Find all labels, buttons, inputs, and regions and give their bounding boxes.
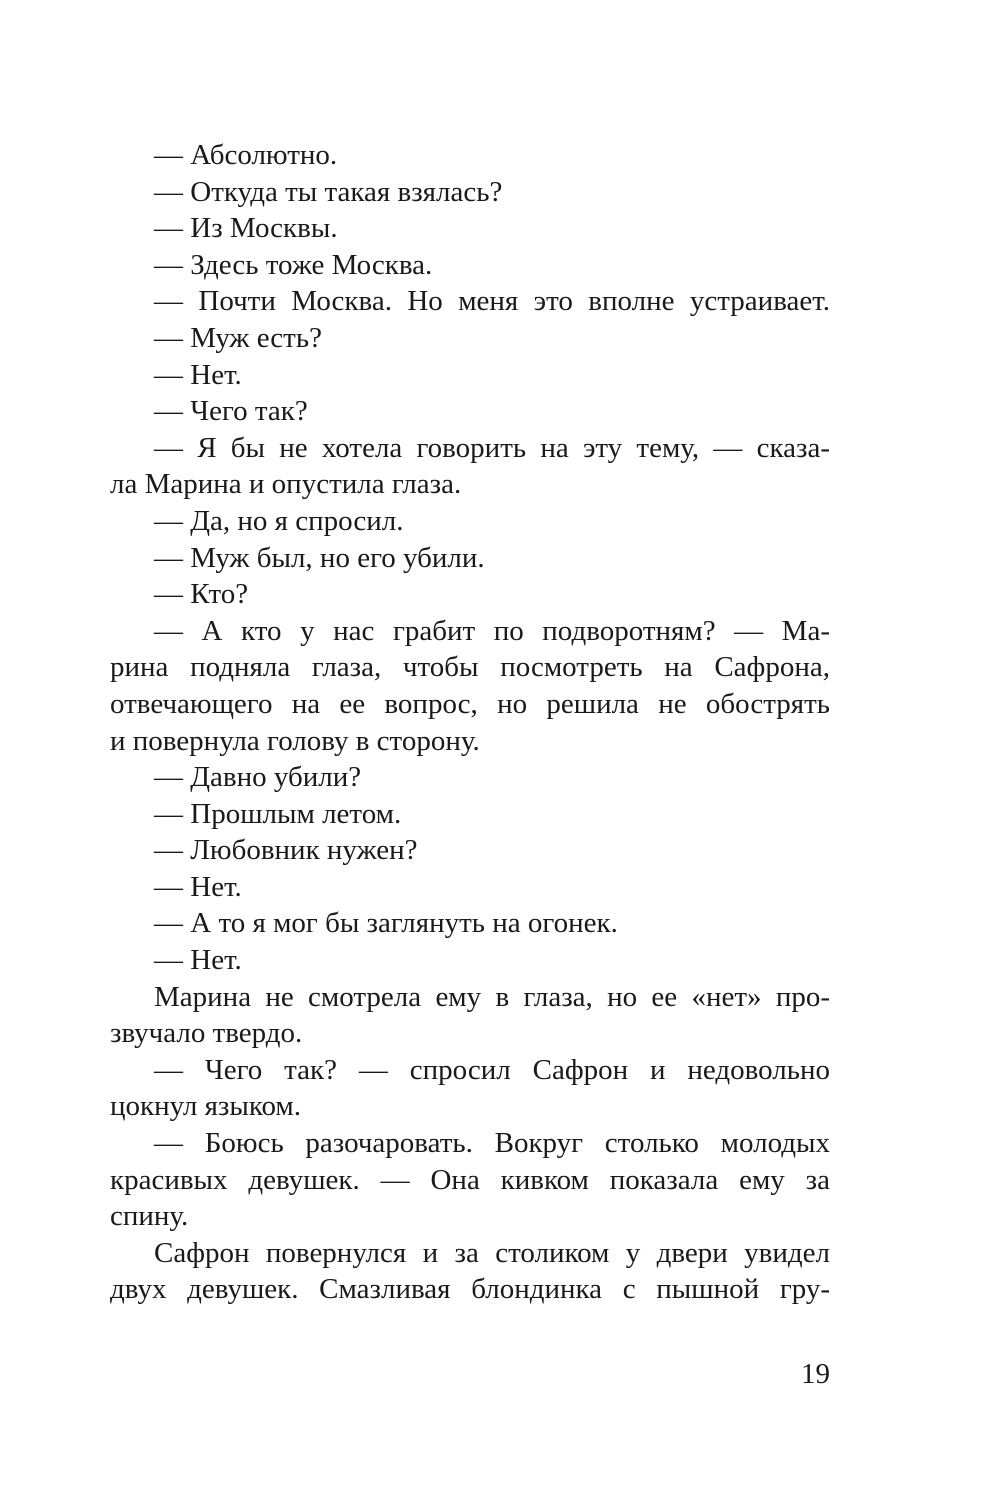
text-line: — Чего так? — спросил Сафрон и недовольно xyxy=(154,1053,830,1086)
text-line: цокнул языком. xyxy=(110,1090,302,1123)
text-line: — Нет. xyxy=(154,870,242,903)
text-line: — Муж был, но его убили. xyxy=(154,541,485,574)
text-line: — Здесь тоже Москва. xyxy=(154,248,433,281)
text-line: — Боюсь разочаровать. Вокруг столько молодых xyxy=(154,1127,830,1160)
text-line: — Почти Москва. Но меня это вполне устраивает. xyxy=(154,285,830,318)
text-line: — Нет. xyxy=(154,944,242,977)
text-line: — Любовник нужен? xyxy=(154,834,418,867)
text-line: — Из Москвы. xyxy=(154,212,338,245)
text-line: — Чего так? xyxy=(154,395,308,428)
text-line: красивых девушек. — Она кивком показала ему за xyxy=(110,1163,830,1196)
page-number: 19 xyxy=(801,1358,830,1390)
text-line: — Откуда ты такая взялась? xyxy=(154,175,503,208)
text-line: — Абсолютно. xyxy=(154,139,338,171)
text-line: — Муж есть? xyxy=(154,321,322,354)
text-line: — А кто у нас грабит по подворотням? — Ма- xyxy=(154,614,830,647)
text-line: Сафрон повернулся и за столиком у двери увидел xyxy=(154,1236,830,1269)
text-line: отвечающего на ее вопрос, но решила не обострять xyxy=(110,687,830,720)
text-line: ла Марина и опустила глаза. xyxy=(110,468,462,501)
page-text xyxy=(110,137,830,1308)
text-line: — Кто? xyxy=(154,578,249,611)
text-line: Марина не смотрела ему в глаза, но ее «нет» про- xyxy=(154,980,830,1013)
text-line: — Давно убили? xyxy=(154,761,362,794)
text-line: и повернула голову в сторону. xyxy=(110,724,480,757)
text-line: рина подняла глаза, чтобы посмотреть на Сафрона, xyxy=(110,651,830,684)
text-line: — Нет. xyxy=(154,358,242,391)
text-line: двух девушек. Смазливая блондинка с пышной гру- xyxy=(110,1273,830,1306)
text-line: звучало твердо. xyxy=(110,1017,303,1050)
text-line: спину. xyxy=(110,1200,189,1233)
text-line: — А то я мог бы заглянуть на огонек. xyxy=(154,907,618,940)
text-line: — Прошлым летом. xyxy=(154,797,402,830)
text-line: — Я бы не хотела говорить на эту тему, — сказа- xyxy=(154,431,830,464)
text-line: — Да, но я спросил. xyxy=(154,504,404,537)
